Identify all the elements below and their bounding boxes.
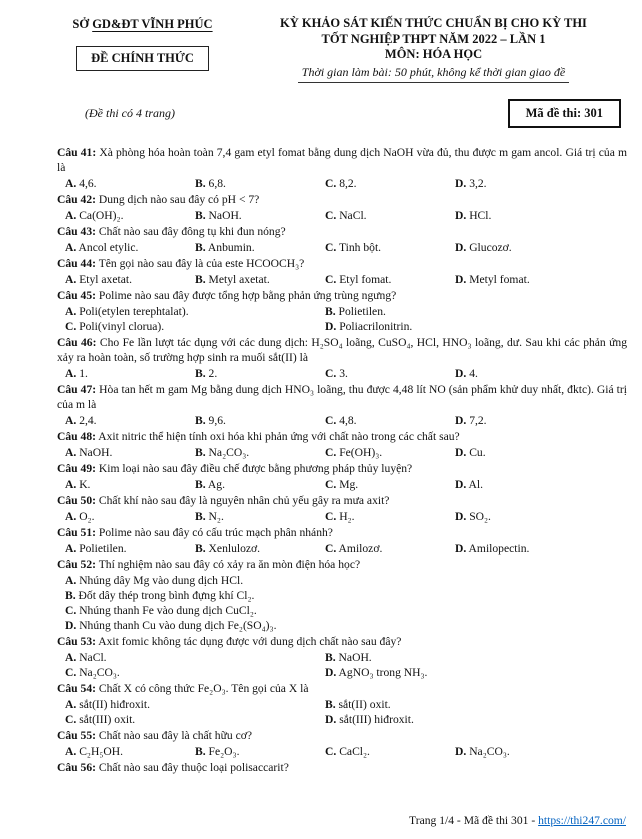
header-row-2	[45, 99, 627, 128]
option-letter: B.	[325, 304, 336, 318]
option-text: Anbumin.	[207, 240, 255, 254]
question-number: Câu 51:	[57, 525, 96, 539]
question	[57, 634, 627, 680]
department-title	[45, 16, 240, 32]
answer-option	[325, 541, 455, 556]
question-number: Câu 49:	[57, 461, 96, 475]
exam-code-box: Mã đề thi: 301	[508, 99, 621, 128]
answer-option	[325, 712, 627, 727]
answer-option	[325, 366, 455, 381]
question-options	[65, 445, 627, 460]
option-text: AgNO₃ trong NH₃.	[338, 665, 428, 679]
option-letter: C.	[65, 603, 77, 617]
question-options	[65, 573, 627, 633]
option-letter: B.	[195, 413, 206, 427]
option-text: Poliacrilonitrin.	[339, 319, 413, 333]
option-letter: D.	[65, 618, 77, 632]
option-text: 1.	[79, 366, 88, 380]
question-stem	[57, 256, 627, 271]
answer-option	[65, 319, 325, 334]
option-letter: C.	[325, 208, 337, 222]
option-text: Fe(OH)₃.	[339, 445, 383, 459]
question-number: Câu 53:	[57, 634, 96, 648]
question-number: Câu 48:	[57, 429, 96, 443]
option-letter: C.	[325, 477, 337, 491]
answer-option	[195, 208, 325, 223]
answer-option	[65, 176, 195, 191]
exam-duration: Thời gian làm bài: 50 phút, không kể thời gian giao đề	[298, 65, 569, 83]
option-text: Nhúng dây Mg vào dung dịch HCl.	[79, 573, 244, 587]
option-text: Fe₂O₃.	[208, 744, 240, 758]
option-text: Al.	[468, 477, 484, 491]
option-letter: B.	[195, 272, 206, 286]
answer-option	[325, 413, 455, 428]
option-letter: B.	[325, 650, 336, 664]
question-stem	[57, 760, 627, 775]
option-text: Ancol etylic.	[78, 240, 139, 254]
question-options	[65, 272, 627, 287]
answer-option	[195, 445, 325, 460]
option-text: Ca(OH)₂.	[79, 208, 124, 222]
option-text: sắt(II) oxit.	[338, 697, 391, 711]
question-number: Câu 54:	[57, 681, 96, 695]
option-letter: A.	[65, 304, 77, 318]
header-left	[45, 16, 240, 83]
answer-option	[195, 272, 325, 287]
question-options	[65, 650, 627, 680]
option-text: 4,8.	[339, 413, 357, 427]
answer-option	[325, 304, 627, 319]
answer-option	[455, 541, 627, 556]
option-text: C₂H₅OH.	[79, 744, 124, 758]
option-text: 8,2.	[339, 176, 357, 190]
question	[57, 557, 627, 633]
question-text: Chất nào sau đây thuộc loại polisaccarit?	[98, 760, 289, 774]
option-letter: D.	[455, 272, 467, 286]
department-prefix: SỞ	[72, 17, 93, 31]
option-letter: B.	[195, 240, 206, 254]
option-letter: A.	[65, 541, 77, 555]
question-options	[65, 208, 627, 223]
answer-option	[455, 208, 627, 223]
option-letter: B.	[195, 541, 206, 555]
answer-option	[325, 272, 455, 287]
exam-subject: MÔN: HÓA HỌC	[384, 47, 483, 61]
option-text: 4,6.	[79, 176, 97, 190]
question-text: Axit fomic không tác dụng được với dung dịch chất nào sau đây?	[98, 634, 402, 648]
exam-title-line2: TỐT NGHIỆP THPT NĂM 2022 – LẦN 1	[321, 31, 546, 46]
question-text: Dung dịch nào sau đây có pH < 7?	[98, 192, 260, 206]
question-text: Xà phòng hóa hoàn toàn 7,4 gam etyl fomat bằng dung dịch NaOH vừa đủ, thu được m gam ancol. Giá trị của m là	[57, 145, 627, 174]
option-text: NaOH.	[338, 650, 372, 664]
question-stem	[57, 145, 627, 175]
question-stem	[57, 634, 627, 649]
answer-option	[65, 272, 195, 287]
option-letter: D.	[455, 477, 467, 491]
answer-option	[65, 697, 325, 712]
option-letter: C.	[325, 445, 337, 459]
option-text: NaOH.	[208, 208, 242, 222]
option-text: sắt(II) hiđroxit.	[79, 697, 151, 711]
option-text: sắt(III) oxit.	[79, 712, 136, 726]
option-letter: A.	[65, 509, 77, 523]
page-footer	[409, 814, 626, 827]
answer-option	[65, 744, 195, 759]
option-text: Nhúng thanh Cu vào dung dịch Fe₂(SO₄)₃.	[79, 618, 277, 632]
option-letter: A.	[65, 208, 77, 222]
option-text: Nhúng thanh Fe vào dung dịch CuCl₂.	[79, 603, 257, 617]
option-text: Polietilen.	[79, 541, 127, 555]
question	[57, 145, 627, 191]
header-right	[240, 16, 627, 83]
question-text: Polime nào sau đây được tổng hợp bằng phản ứng trùng ngưng?	[98, 288, 397, 302]
option-text: 2.	[208, 366, 218, 380]
option-text: Amilopectin.	[468, 541, 530, 555]
answer-option	[325, 665, 627, 680]
answer-option	[325, 744, 455, 759]
questions-list	[57, 145, 627, 775]
option-letter: C.	[325, 176, 337, 190]
option-letter: D.	[325, 665, 337, 679]
answer-option	[325, 509, 455, 524]
question-options	[65, 240, 627, 255]
option-letter: C.	[325, 509, 337, 523]
answer-option	[65, 541, 195, 556]
option-text: 3.	[339, 366, 348, 380]
option-letter: A.	[65, 413, 77, 427]
pages-note: (Đề thi có 4 trang)	[85, 105, 175, 120]
option-text: Polietilen.	[338, 304, 386, 318]
option-letter: C.	[325, 272, 337, 286]
option-text: Glucozơ.	[469, 240, 512, 254]
question-text: Cho Fe lần lượt tác dụng với các dung dịch: H₂SO₄ loãng, CuSO₄, HCl, HNO₃ loãng, dư. Sau khi các phản ứng xảy ra hoàn toàn, số trường hợp sinh ra muối sắt(II) là	[57, 335, 627, 364]
question-stem	[57, 525, 627, 540]
answer-option	[65, 477, 195, 492]
option-letter: A.	[65, 366, 77, 380]
option-text: HCl.	[469, 208, 492, 222]
option-text: N₂.	[208, 509, 224, 523]
answer-option	[195, 541, 325, 556]
option-letter: A.	[65, 240, 77, 254]
option-text: Xenlulozơ.	[208, 541, 261, 555]
question-options	[65, 697, 627, 727]
option-text: H₂.	[339, 509, 355, 523]
option-text: 2,4.	[79, 413, 97, 427]
option-text: Cu.	[469, 445, 486, 459]
question-stem	[57, 557, 627, 572]
question-number: Câu 43:	[57, 224, 96, 238]
option-letter: B.	[325, 697, 336, 711]
question-text: Chất khí nào sau đây là nguyên nhân chủ yếu gây ra mưa axit?	[98, 493, 390, 507]
option-letter: B.	[195, 208, 206, 222]
option-text: Metyl axetat.	[208, 272, 270, 286]
answer-option	[455, 445, 627, 460]
answer-option	[65, 588, 627, 603]
option-letter: C.	[325, 744, 337, 758]
option-text: 6,8.	[208, 176, 226, 190]
question-text: Thí nghiệm nào sau đây có xảy ra ăn mòn điện hóa học?	[98, 557, 361, 571]
question-stem	[57, 224, 627, 239]
answer-option	[65, 665, 325, 680]
question	[57, 256, 627, 287]
answer-option	[455, 240, 627, 255]
option-letter: A.	[65, 697, 77, 711]
question-text: Chất nào sau đây đông tụ khi đun nóng?	[98, 224, 286, 238]
option-letter: D.	[455, 413, 467, 427]
question-options	[65, 509, 627, 524]
option-text: Etyl fomat.	[339, 272, 392, 286]
question-text: Axit nitric thể hiện tính oxi hóa khi phản ứng với chất nào trong các chất sau?	[98, 429, 460, 443]
option-letter: D.	[455, 176, 467, 190]
page-header	[45, 16, 627, 83]
option-letter: A.	[65, 573, 77, 587]
question-stem	[57, 288, 627, 303]
option-letter: C.	[65, 665, 77, 679]
answer-option	[65, 650, 325, 665]
exam-title-line1: KỲ KHẢO SÁT KIẾN THỨC CHUẨN BỊ CHO KỲ THI	[280, 16, 587, 30]
answer-option	[195, 176, 325, 191]
option-letter: C.	[325, 240, 337, 254]
option-text: 7,2.	[469, 413, 487, 427]
question-stem	[57, 493, 627, 508]
answer-option	[65, 603, 627, 618]
answer-option	[455, 176, 627, 191]
answer-option	[65, 573, 627, 588]
option-letter: C.	[65, 319, 77, 333]
question-options	[65, 744, 627, 759]
answer-option	[195, 240, 325, 255]
question-stem	[57, 192, 627, 207]
question-number: Câu 47:	[57, 382, 97, 396]
option-text: CaCl₂.	[339, 744, 370, 758]
option-letter: A.	[65, 272, 77, 286]
option-text: NaCl.	[339, 208, 367, 222]
question-text: Kim loại nào sau đây điều chế được bằng phương pháp thủy luyện?	[98, 461, 413, 475]
question-options	[65, 366, 627, 381]
option-letter: C.	[65, 712, 77, 726]
department-name: GD&ĐT VĨNH PHÚC	[92, 17, 213, 31]
question-stem	[57, 382, 627, 412]
option-letter: B.	[195, 744, 206, 758]
question	[57, 429, 627, 460]
footer-page-info: Trang 1/4 - Mã đề thi 301 -	[409, 814, 539, 827]
answer-option	[65, 413, 195, 428]
answer-option	[455, 413, 627, 428]
question-stem	[57, 461, 627, 476]
official-exam-box: ĐỀ CHÍNH THỨC	[76, 46, 209, 71]
question-number: Câu 45:	[57, 288, 96, 302]
question-text: Polime nào sau đây có cấu trúc mạch phân nhánh?	[98, 525, 333, 539]
question-number: Câu 41:	[57, 145, 97, 159]
option-letter: B.	[195, 176, 206, 190]
answer-option	[455, 272, 627, 287]
option-text: Amilozơ.	[338, 541, 383, 555]
question-options	[65, 304, 627, 334]
question	[57, 681, 627, 727]
question-number: Câu 46:	[57, 335, 97, 349]
option-text: Mg.	[339, 477, 359, 491]
question	[57, 525, 627, 556]
answer-option	[195, 744, 325, 759]
option-text: Tinh bột.	[338, 240, 382, 254]
option-letter: D.	[325, 319, 337, 333]
question	[57, 335, 627, 381]
question	[57, 192, 627, 223]
option-letter: D.	[455, 208, 467, 222]
option-text: NaCl.	[79, 650, 107, 664]
question-number: Câu 50:	[57, 493, 96, 507]
question-options	[65, 176, 627, 191]
question-text: Hòa tan hết m gam Mg bằng dung dịch HNO₃ loãng, thu được 4,48 lít NO (sản phẩm khử duy nhất, đktc). Giá trị của m là	[57, 382, 627, 411]
footer-link[interactable]: https://thi247.com/	[538, 814, 626, 827]
option-text: 3,2.	[469, 176, 487, 190]
answer-option	[325, 445, 455, 460]
question-text: Chất X có công thức Fe₂O₃. Tên gọi của X là	[98, 681, 309, 695]
question-text: Chất nào sau đây là chất hữu cơ?	[98, 728, 252, 742]
answer-option	[455, 509, 627, 524]
option-text: Poli(vinyl clorua).	[79, 319, 165, 333]
option-letter: D.	[455, 366, 467, 380]
option-text: Na₂CO₃.	[79, 665, 120, 679]
option-letter: B.	[195, 445, 206, 459]
question-stem	[57, 335, 627, 365]
option-letter: D.	[455, 445, 467, 459]
option-letter: D.	[455, 240, 467, 254]
option-text: Ag.	[207, 477, 225, 491]
question	[57, 728, 627, 759]
option-letter: C.	[325, 413, 337, 427]
question-number: Câu 56:	[57, 760, 96, 774]
answer-option	[195, 413, 325, 428]
option-letter: B.	[65, 588, 76, 602]
option-letter: D.	[455, 744, 467, 758]
answer-option	[455, 477, 627, 492]
question-number: Câu 44:	[57, 256, 96, 270]
option-text: Na₂CO₃.	[208, 445, 250, 459]
option-text: K.	[79, 477, 91, 491]
option-text: Poli(etylen terephtalat).	[79, 304, 189, 318]
option-letter: B.	[195, 477, 206, 491]
question-text: Tên gọi nào sau đây là của este HCOOCH₃?	[98, 256, 305, 270]
option-text: O₂.	[79, 509, 95, 523]
option-text: Metyl fomat.	[469, 272, 530, 286]
answer-option	[325, 240, 455, 255]
option-text: Etyl axetat.	[79, 272, 132, 286]
option-letter: A.	[65, 176, 77, 190]
option-letter: B.	[195, 366, 206, 380]
option-letter: C.	[325, 366, 337, 380]
option-text: NaOH.	[79, 445, 113, 459]
answer-option	[325, 319, 627, 334]
option-letter: A.	[65, 650, 77, 664]
option-text: sắt(III) hiđroxit.	[339, 712, 414, 726]
answer-option	[65, 618, 627, 633]
question-number: Câu 52:	[57, 557, 96, 571]
question-stem	[57, 429, 627, 444]
answer-option	[325, 650, 627, 665]
option-text: Na₂CO₃.	[469, 744, 510, 758]
answer-option	[65, 445, 195, 460]
option-letter: B.	[195, 509, 206, 523]
answer-option	[65, 712, 325, 727]
answer-option	[325, 176, 455, 191]
answer-option	[455, 366, 627, 381]
answer-option	[195, 509, 325, 524]
question	[57, 493, 627, 524]
option-letter: A.	[65, 744, 77, 758]
question	[57, 461, 627, 492]
question	[57, 288, 627, 334]
question-stem	[57, 728, 627, 743]
question	[57, 382, 627, 428]
question	[57, 224, 627, 255]
option-letter: D.	[325, 712, 337, 726]
answer-option	[65, 304, 325, 319]
answer-option	[325, 697, 627, 712]
question-number: Câu 42:	[57, 192, 96, 206]
option-text: Đốt dây thép trong bình đựng khí Cl₂.	[78, 588, 255, 602]
question-options	[65, 541, 627, 556]
option-letter: A.	[65, 477, 77, 491]
question-options	[65, 413, 627, 428]
answer-option	[325, 208, 455, 223]
option-letter: C.	[325, 541, 337, 555]
answer-option	[65, 509, 195, 524]
option-letter: D.	[455, 509, 467, 523]
question	[57, 760, 627, 775]
answer-option	[455, 744, 627, 759]
option-text: 9,6.	[208, 413, 226, 427]
answer-option	[65, 208, 195, 223]
question-options	[65, 477, 627, 492]
answer-option	[195, 477, 325, 492]
answer-option	[65, 366, 195, 381]
option-letter: A.	[65, 445, 77, 459]
question-stem	[57, 681, 627, 696]
option-text: 4.	[469, 366, 478, 380]
answer-option	[195, 366, 325, 381]
option-text: SO₂.	[469, 509, 491, 523]
answer-option	[325, 477, 455, 492]
answer-option	[65, 240, 195, 255]
question-number: Câu 55:	[57, 728, 96, 742]
option-letter: D.	[455, 541, 467, 555]
